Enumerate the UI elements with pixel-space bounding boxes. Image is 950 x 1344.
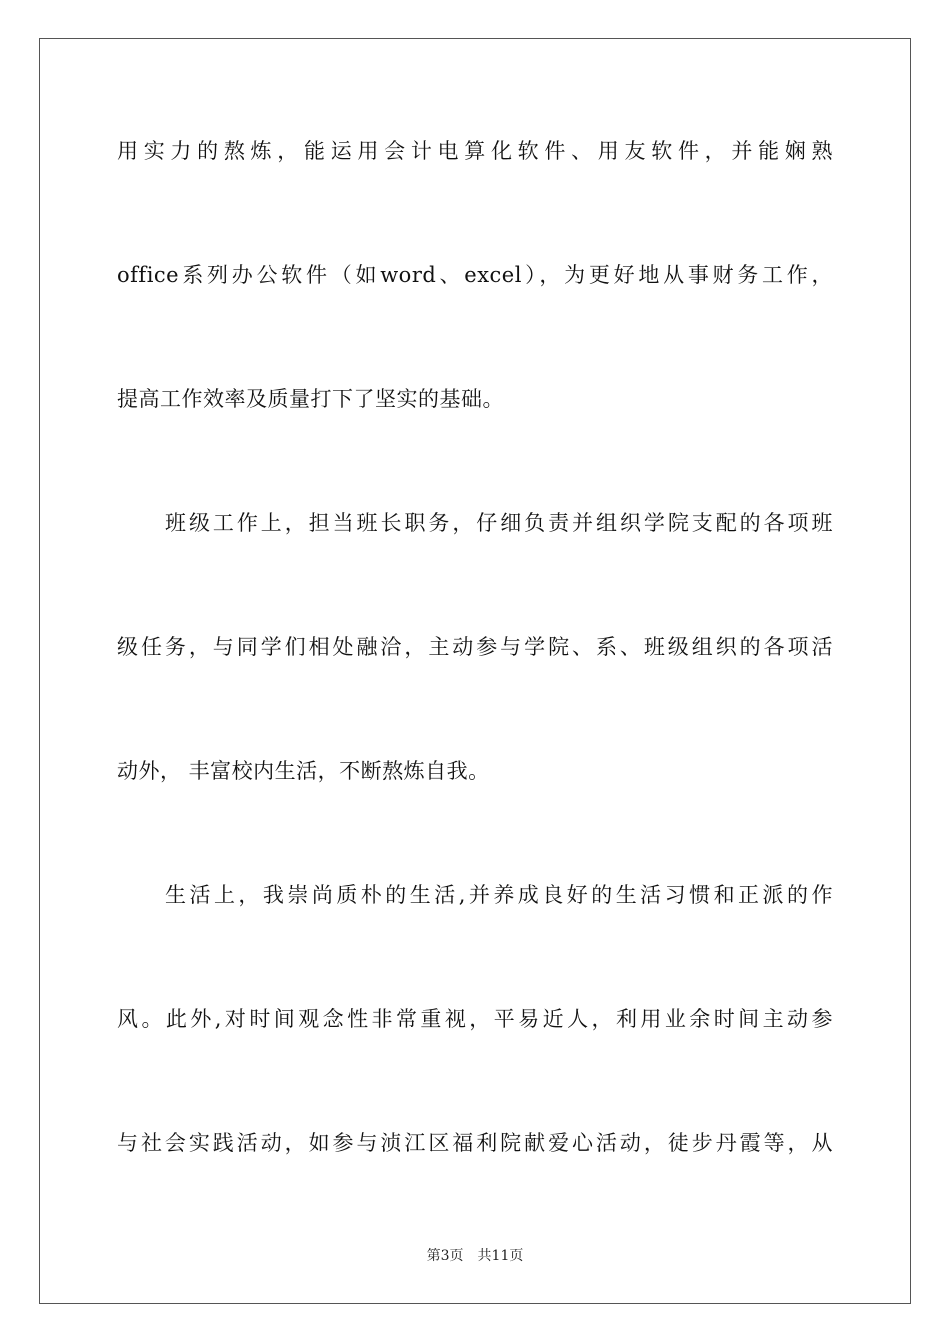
paragraph-line: 班级工作上，担当班长职务，仔细负责并组织学院支配的各项班 [165,511,833,535]
paragraph-line: 级任务，与同学们相处融洽，主动参与学院、系、班级组织的各项活 [117,635,833,659]
page-frame [39,38,911,1304]
paragraph-line: 用实力的熬炼，能运用会计电算化软件、用友软件，并能娴熟 [117,139,833,163]
paragraph-line: office系列办公软件（如word、excel），为更好地从事财务工作， [117,263,833,287]
paragraph-line: 生活上，我崇尚质朴的生活,并养成良好的生活习惯和正派的作 [165,883,833,907]
paragraph-line: 动外， 丰富校内生活，不断熬炼自我。 [117,759,490,783]
paragraph-line: 提高工作效率及质量打下了坚实的基础。 [117,387,504,411]
paragraph-line: 风。此外,对时间观念性非常重视，平易近人，利用业余时间主动参 [117,1007,833,1031]
paragraph-line: 与社会实践活动，如参与浈江区福利院献爱心活动，徒步丹霞等，从 [117,1131,833,1155]
page-number-footer: 第3页 共11页 [426,1248,524,1264]
